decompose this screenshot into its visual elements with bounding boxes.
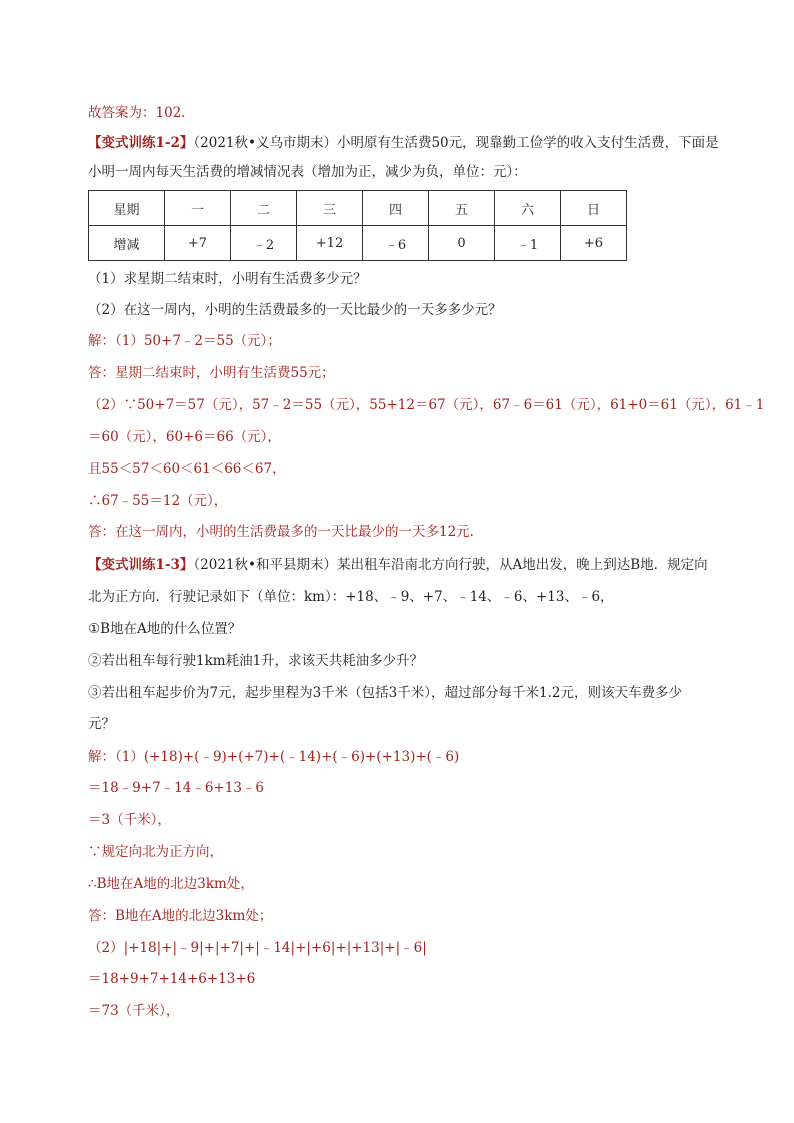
table-cell: 五 [429,191,495,226]
answer-line: 故答案为：102． [88,105,195,121]
problem-text: ②若出租车每行驶1km耗油1升，求该天共耗油多少升？ [88,653,424,669]
table-row [89,226,627,261]
table-cell: 增减 [89,226,165,261]
table-cell: +7 [165,226,231,261]
question-2: （2）在这一周内，小明的生活费最多的一天比最少的一天多多少元？ [88,302,502,318]
table-cell: ﹣1 [495,226,561,261]
exercise-1-2-text: （2021秋•义乌市期末）小明原有生活费50元，现靠勤工俭学的收入支付生活费，下面是 [193,135,719,151]
problem-text: ③若出租车起步价为7元，起步里程为3千米（包括3千米），超过部分每千米1.2元，则该天车费多少 [88,685,682,701]
solution-line: ＝60（元），60+6＝66（元）， [88,429,281,445]
table-cell: 六 [495,191,561,226]
spending-table [88,190,627,261]
table-cell: 三 [297,191,363,226]
problem-text: 北为正方向．行驶记录如下（单位：km）：+18、﹣9、+7、﹣14、﹣6、+13、﹣6， [88,589,614,605]
problem-text: 小明一周内每天生活费的增减情况表（增加为正，减少为负，单位：元）： [88,164,527,180]
solution-line: ∴67﹣55＝12（元）， [88,493,228,509]
exercise-1-3-tag: 【变式训练1-3】 [88,557,194,573]
table-cell: 0 [429,226,495,261]
solution-line: ∵规定向北为正方向， [88,844,223,860]
exercise-1-2-heading [88,134,719,152]
table-cell: 四 [363,191,429,226]
table-cell: 二 [231,191,297,226]
solution-line: 答：在这一周内，小明的生活费最多的一天比最少的一天多12元． [88,524,484,540]
exercise-1-2-tag: 【变式训练1-2】 [88,135,194,151]
solution-line: （2）|+18|+|﹣9|+|+7|+|﹣14|+|+6|+|+13|+|﹣6| [88,940,427,956]
solution-line: 且55＜57＜60＜61＜66＜67， [88,461,286,477]
solution-line: 答：星期二结束时，小明有生活费55元； [88,365,335,381]
solution-line: ＝73（千米）， [88,1003,180,1019]
table-cell: +12 [297,226,363,261]
table-cell: ﹣2 [231,226,297,261]
table-cell: 星期 [89,191,165,226]
solution-line: （2）∵50+7＝57（元），57﹣2＝55（元），55+12＝67（元），67﹣6＝61（元），61+0＝61（元），61﹣1 [88,397,765,413]
solution-line: ＝18+9+7+14+6+13+6 [88,971,256,987]
problem-text: ①B地在A地的什么位置？ [88,621,242,637]
table-cell: +6 [561,226,627,261]
table-cell: ﹣6 [363,226,429,261]
question-1: （1）求星期二结束时，小明有生活费多少元？ [88,271,367,287]
solution-line: 答：B地在A地的北边3km处； [88,908,273,924]
solution-line: ∴B地在A地的北边3km处， [88,876,254,892]
table-row [89,191,627,226]
problem-text: 元？ [88,716,115,732]
solution-line: ＝18﹣9+7﹣14﹣6+13﹣6 [88,780,265,796]
solution-line: ＝3（千米）， [88,812,171,828]
solution-line: 解：（1）(+18)+(﹣9)+(+7)+(﹣14)+(﹣6)+(+13)+(﹣6) [88,749,460,765]
exercise-1-3-heading [88,556,708,574]
exercise-1-3-text: （2021秋•和平县期末）某出租车沿南北方向行驶，从A地出发，晚上到达B地．规定向 [193,557,708,573]
solution-line: 解：（1）50+7﹣2＝55（元）； [88,333,281,349]
table-cell: 一 [165,191,231,226]
table-cell: 日 [561,191,627,226]
